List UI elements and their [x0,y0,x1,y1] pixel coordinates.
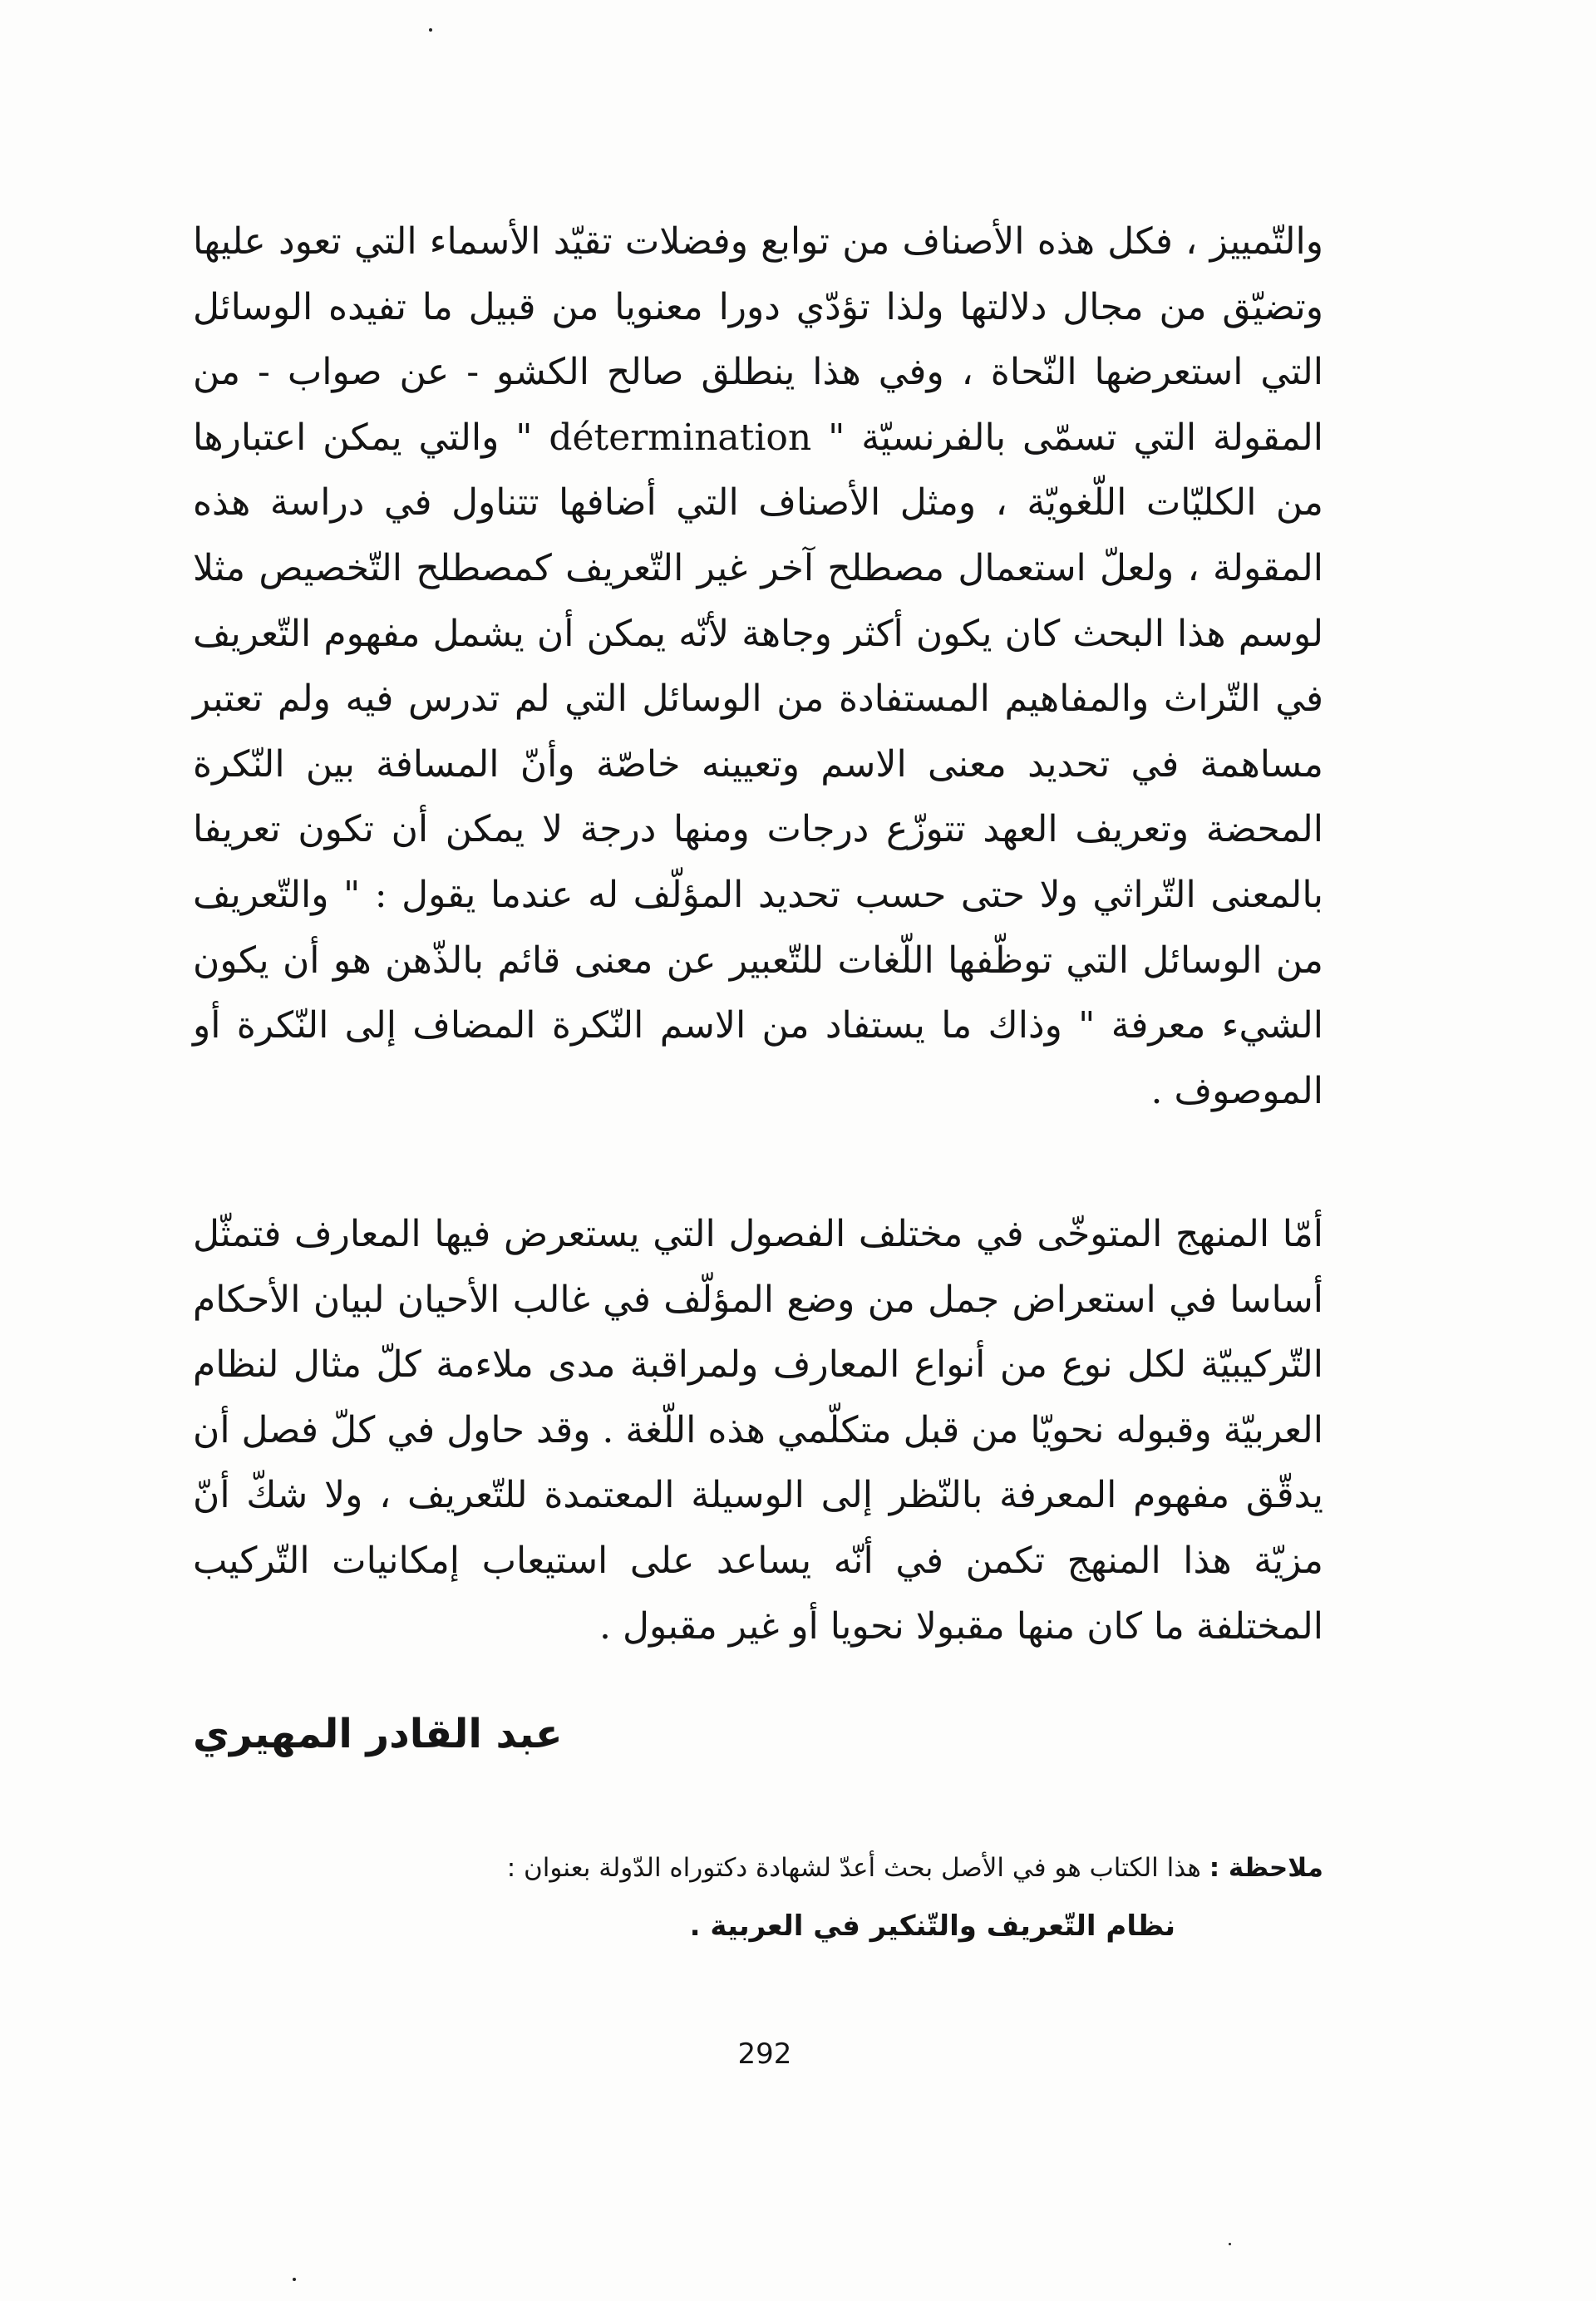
footnote-thesis-title: نظام التّعريف والتّنكير في العربية . [689,1909,1175,1943]
footnote [193,1839,1323,1955]
scan-speck [1229,2243,1231,2245]
scan-speck [429,28,432,32]
body-paragraph-1: والتّمييز ، فكل هذه الأصناف من توابع وفضلات تقيّد الأسماء التي تعود عليها وتضيّق من مجال دلالتها ولذا تؤدّي دورا معنويا من قبيل ما تفيده الوسائل التي استعرضها النّحاة ، وفي هذا ينطلق صالح الكشو - عن صواب - من المقولة التي تسمّى بالفرنسيّة " détermination " والتي يمكن اعتبارها من الكليّات اللّغويّة ، ومثل الأصناف التي أضافها تتناول في دراسة هذه المقولة ، ولعلّ استعمال مصطلح آخر غير التّعريف كمصطلح التّخصيص مثلا لوسم هذا البحث كان يكون أكثر وجاهة لأنّه يمكن أن يشمل مفهوم التّعريف في التّراث والمفاهيم المستفادة من الوسائل التي لم تدرس فيه ولم تعتبر مساهمة في تحديد معنى الاسم وتعيينه خاصّة وأنّ المسافة بين النّكرة المحضة وتعريف العهد تتوزّع درجات ومنها درجة لا يمكن أن تكون تعريفا بالمعنى التّراثي ولا حتى حسب تحديد المؤلّف له عندما يقول : " والتّعريف من الوسائل التي توظّفها اللّغات للتّعبير عن معنى قائم بالذّهن هو أن يكون الشيء معرفة " وذاك ما يستفاد من الاسم النّكرة المضاف إلى النّكرة أو الموصوف . [193,220,1323,1112]
footnote-text: هذا الكتاب هو في الأصل بحث أعدّ لشهادة دكتوراه الدّولة بعنوان : [506,1853,1201,1883]
page-number: 292 [737,2037,792,2071]
scan-speck [293,2278,296,2281]
footnote-label: ملاحظة : [1209,1853,1323,1883]
author-signature: عبد القادر المهيري [193,1711,563,1757]
body-paragraph-2: أمّا المنهج المتوخّى في مختلف الفصول التي يستعرض فيها المعارف فتمثّل أساسا في استعراض جمل من وضع المؤلّف في غالب الأحيان لبيان الأحكام التّركيبيّة لكل نوع من أنواع المعارف ولمراقبة مدى ملاءمة كلّ مثال لنظام العربيّة وقبوله نحويّا من قبل متكلّمي هذه اللّغة . وقد حاول في كلّ فصل أن يدقّق مفهوم المعرفة بالنّظر إلى الوسيلة المعتمدة للتّعريف ، ولا شكّ أنّ مزيّة هذا المنهج تكمن في أنّه يساعد على استيعاب إمكانيات التّركيب المختلفة ما كان منها مقبولا نحويا أو غير مقبول . [193,1213,1323,1648]
